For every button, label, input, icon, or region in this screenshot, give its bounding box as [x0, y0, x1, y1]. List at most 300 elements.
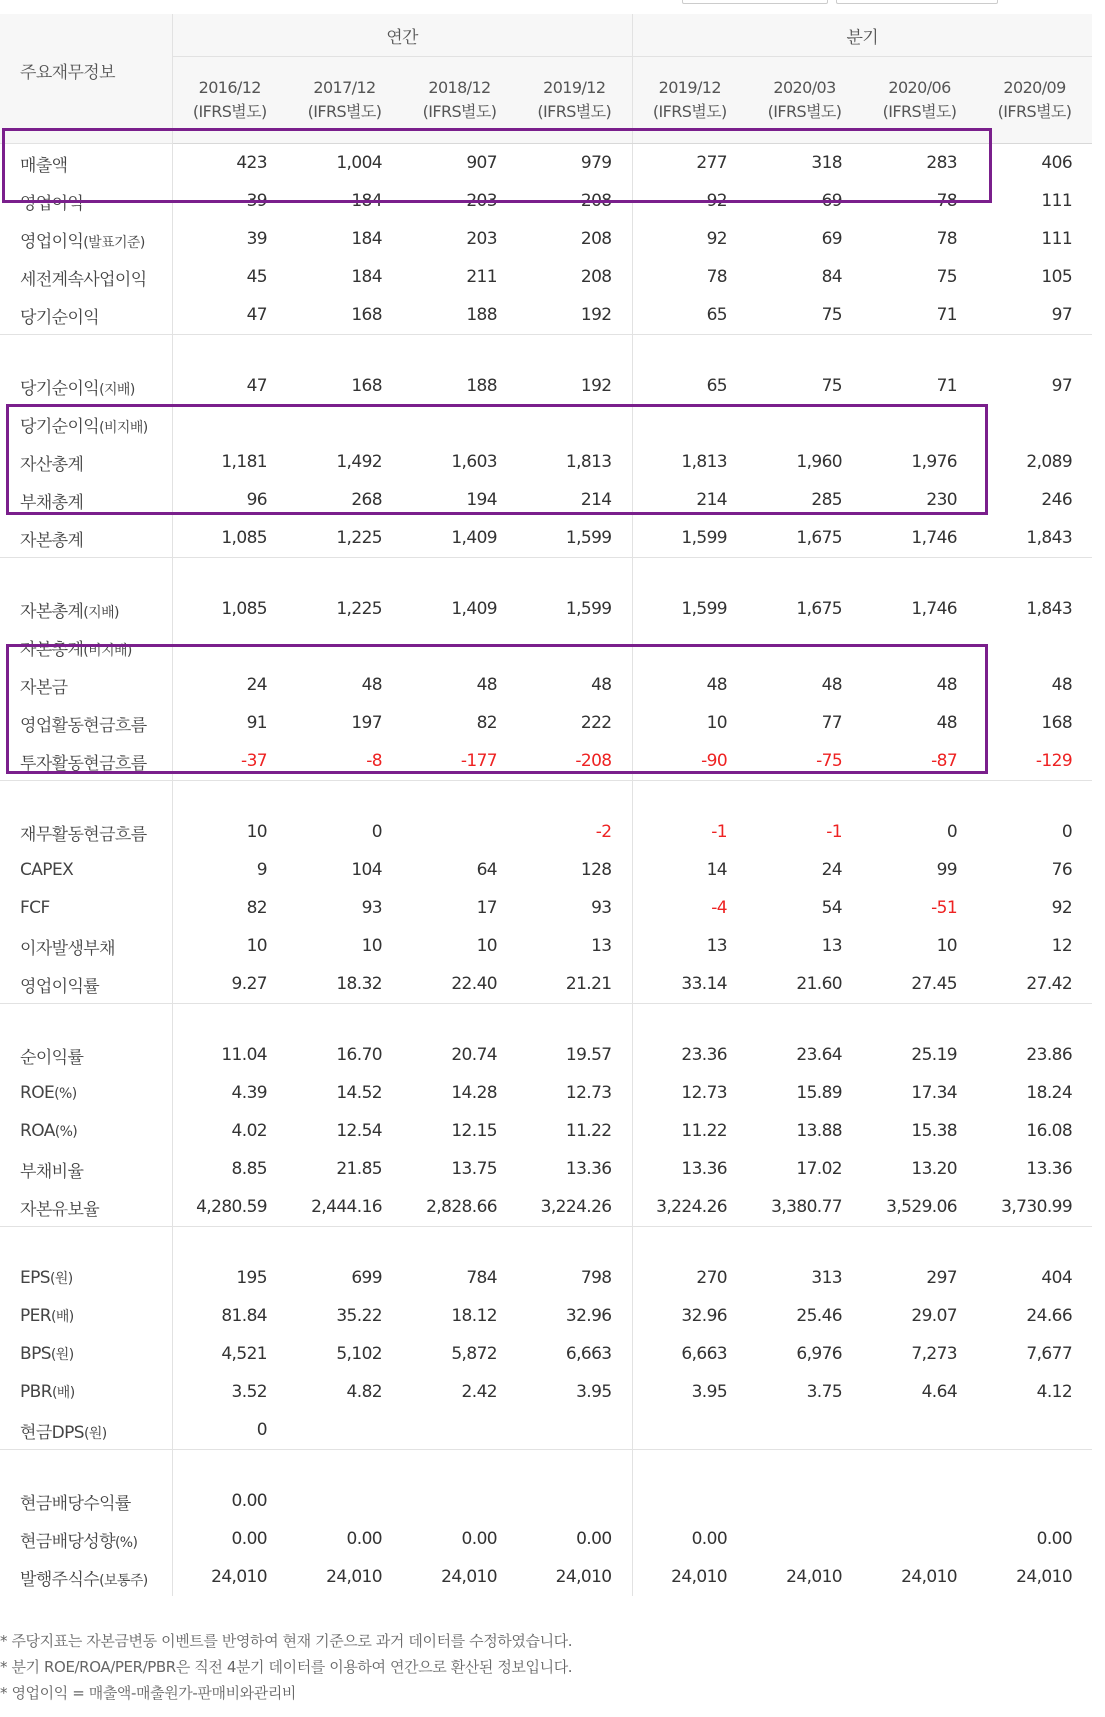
value-cell: 18.12	[451, 1306, 497, 1326]
table-row	[0, 182, 1092, 220]
value-cell	[747, 1520, 862, 1558]
row-spacer	[0, 1004, 1092, 1037]
value-cell: 1,746	[911, 599, 958, 619]
value-cell: 11.22	[517, 1112, 632, 1150]
value-cell: 19.57	[517, 1036, 632, 1074]
value-cell	[632, 1482, 747, 1520]
value-cell	[402, 1411, 517, 1450]
row-label-text: 현금배당수익률	[20, 1493, 131, 1514]
value-cell: 4,521	[221, 1344, 267, 1364]
value-cell: 24,010	[211, 1567, 267, 1587]
value-cell: 96	[246, 490, 267, 510]
value-cell: 48	[936, 675, 958, 695]
value-cell: 283	[926, 153, 958, 173]
value-cell: 3.75	[806, 1382, 843, 1402]
row-label	[0, 666, 172, 704]
value-cell: 1,960	[796, 452, 843, 472]
value-cell: 23.86	[1026, 1045, 1073, 1065]
value-cell: 18.24	[1026, 1083, 1073, 1103]
value-cell	[862, 1411, 977, 1450]
row-label	[0, 704, 172, 742]
value-cell: 9.27	[231, 974, 267, 994]
table-row	[0, 1188, 1092, 1227]
value-cell: 318	[811, 153, 843, 173]
row-label-qualifier: (원)	[83, 1425, 107, 1442]
row-label	[0, 405, 172, 443]
row-label	[0, 1259, 172, 1297]
value-cell: -1	[711, 822, 728, 842]
value-cell: 27.42	[1026, 974, 1073, 994]
value-cell: 25.19	[911, 1045, 958, 1065]
row-label-qualifier: (%)	[114, 1534, 138, 1551]
value-cell: 203	[466, 191, 497, 211]
value-cell: -51	[931, 898, 958, 918]
value-cell: 9	[256, 860, 267, 880]
value-cell: 48	[1051, 675, 1073, 695]
row-spacer	[0, 558, 1092, 591]
value-cell: 1,599	[681, 599, 728, 619]
row-label	[0, 1520, 172, 1558]
value-cell: 48	[517, 666, 632, 704]
footnotes	[0, 1628, 1092, 1706]
value-cell: 14.28	[451, 1083, 497, 1103]
value-cell: 15.89	[796, 1083, 843, 1103]
value-cell: 14.52	[336, 1083, 382, 1103]
label-column-header: 주요재무정보	[0, 14, 172, 144]
value-cell: 17.34	[911, 1083, 958, 1103]
value-cell: 24,010	[901, 1567, 958, 1587]
value-cell: -90	[701, 751, 728, 771]
value-cell: 24,010	[786, 1567, 843, 1587]
value-cell	[517, 628, 632, 666]
row-label-text: 현금DPS	[20, 1422, 84, 1443]
row-label-qualifier: (원)	[50, 1347, 74, 1363]
value-cell: 184	[351, 267, 382, 287]
value-cell: 92	[706, 191, 728, 211]
value-cell: 699	[351, 1268, 382, 1288]
footnote: * 주당지표는 자본금변동 이벤트를 반영하여 현재 기준으로 과거 데이터를 수정하였습니다.	[0, 1632, 573, 1650]
table-row	[0, 220, 1092, 258]
period-header	[632, 57, 747, 144]
value-cell: 270	[696, 1268, 728, 1288]
value-cell: 3.95	[517, 1373, 632, 1411]
value-cell: 64	[476, 860, 497, 880]
row-label-text: 자산총계	[20, 454, 84, 475]
value-cell: 211	[466, 267, 497, 287]
value-cell	[862, 405, 977, 443]
row-label-text: ROE	[20, 1083, 55, 1103]
value-cell: 5,872	[451, 1344, 497, 1364]
value-cell: 1,675	[796, 599, 843, 619]
value-cell: 1,599	[517, 590, 632, 628]
period-date: 2017/12	[313, 78, 376, 97]
row-spacer	[0, 1227, 1092, 1260]
value-cell: 208	[517, 182, 632, 220]
value-cell: -2	[517, 813, 632, 851]
value-cell: 214	[517, 481, 632, 519]
value-cell: 3.52	[231, 1382, 267, 1402]
value-cell	[632, 628, 747, 666]
row-label	[0, 889, 172, 927]
value-cell	[517, 405, 632, 443]
value-cell: 3,529.06	[886, 1197, 958, 1217]
value-cell: 24,010	[671, 1567, 728, 1587]
row-label	[0, 1558, 172, 1596]
value-cell: 0.00	[691, 1529, 728, 1549]
value-cell: 78	[936, 229, 958, 249]
value-cell: 188	[466, 376, 497, 396]
value-cell: -75	[816, 751, 843, 771]
value-cell: 6,976	[796, 1344, 843, 1364]
footnote: * 영업이익 = 매출액-매출원가-판매비와관리비	[0, 1684, 297, 1702]
period-basis: (IFRS별도)	[537, 102, 612, 121]
row-label	[0, 144, 172, 183]
value-cell: 195	[236, 1268, 267, 1288]
row-label	[0, 851, 172, 889]
value-cell: -8	[366, 751, 382, 771]
period-header	[402, 57, 517, 144]
value-cell: 84	[821, 267, 843, 287]
value-cell: 24,010	[441, 1567, 497, 1587]
value-cell: 2,828.66	[426, 1197, 497, 1217]
value-cell: 184	[351, 229, 382, 249]
value-cell: 93	[517, 889, 632, 927]
value-cell: 0.00	[517, 1520, 632, 1558]
value-cell: 1,409	[451, 599, 497, 619]
value-cell: 39	[246, 229, 267, 249]
value-cell: 3,224.26	[517, 1188, 632, 1227]
financial-summary-table	[0, 14, 1092, 1596]
value-cell: 7,677	[1026, 1344, 1073, 1364]
row-label-text: PBR	[20, 1382, 52, 1402]
row-label	[0, 1411, 172, 1450]
value-cell: 24,010	[326, 1567, 382, 1587]
value-cell: 13	[706, 936, 728, 956]
row-label-text: PER	[20, 1306, 52, 1326]
period-header	[172, 57, 287, 144]
value-cell	[517, 1411, 632, 1450]
value-cell: 0.00	[1036, 1529, 1073, 1549]
value-cell: 91	[246, 713, 267, 733]
table-row	[0, 405, 1092, 443]
value-cell: -37	[241, 751, 267, 771]
row-label	[0, 590, 172, 628]
row-label-text: ROA	[20, 1121, 55, 1141]
table-row	[0, 666, 1092, 704]
value-cell: -129	[1035, 751, 1073, 771]
period-date: 2016/12	[198, 78, 261, 97]
value-cell: 33.14	[681, 974, 728, 994]
value-cell: 15.38	[911, 1121, 958, 1141]
row-label-qualifier: (비지배)	[83, 642, 132, 659]
table-row	[0, 443, 1092, 481]
value-cell: 78	[936, 191, 958, 211]
period-basis: (IFRS별도)	[997, 102, 1072, 121]
value-cell: 1,843	[1026, 528, 1073, 548]
row-label-text: 순이익률	[20, 1047, 84, 1068]
row-label-text: CAPEX	[20, 860, 74, 880]
value-cell	[287, 1411, 402, 1450]
value-cell: 404	[1041, 1268, 1073, 1288]
value-cell	[402, 628, 517, 666]
value-cell: 65	[706, 305, 728, 325]
value-cell	[747, 405, 862, 443]
value-cell: 24,010	[1016, 1567, 1073, 1587]
row-label-qualifier: (보통주)	[99, 1572, 148, 1589]
view-toggle-control[interactable]	[682, 0, 828, 4]
value-cell: 48	[706, 675, 728, 695]
value-cell: 168	[1041, 713, 1073, 733]
value-cell: 1,746	[911, 528, 958, 548]
value-cell: 0	[371, 822, 382, 842]
value-cell: 21.85	[336, 1159, 382, 1179]
value-cell: 29.07	[911, 1306, 958, 1326]
row-label	[0, 1297, 172, 1335]
value-cell: 1,603	[451, 452, 497, 472]
value-cell: 93	[361, 898, 382, 918]
value-cell: -208	[517, 742, 632, 781]
period-basis: (IFRS별도)	[192, 102, 267, 121]
row-label-text: 자본총계	[20, 601, 84, 622]
value-cell: 3,380.77	[771, 1197, 843, 1217]
value-cell: 4.12	[1036, 1382, 1073, 1402]
value-cell: 192	[517, 367, 632, 405]
value-cell: 13.20	[911, 1159, 958, 1179]
value-cell: 105	[1041, 267, 1073, 287]
value-cell	[747, 1411, 862, 1450]
value-cell: 75	[821, 305, 843, 325]
value-cell: 10	[361, 936, 382, 956]
row-label-text: 세전계속사업이익	[20, 269, 147, 290]
value-cell	[632, 405, 747, 443]
value-cell: 81.84	[221, 1306, 267, 1326]
value-cell: 12.15	[451, 1121, 497, 1141]
row-label-qualifier: (원)	[49, 1271, 73, 1287]
value-cell: 111	[1041, 229, 1073, 249]
value-cell: 0	[1061, 822, 1073, 842]
row-label-text: FCF	[20, 898, 50, 918]
table-row	[0, 1074, 1092, 1112]
table-row	[0, 742, 1092, 781]
value-cell	[977, 1482, 1092, 1520]
value-cell: 1,225	[336, 528, 382, 548]
row-label-text: 당기순이익	[20, 416, 100, 437]
value-cell: 92	[1051, 898, 1073, 918]
value-cell: 76	[1051, 860, 1073, 880]
value-cell: 13.36	[1026, 1159, 1073, 1179]
value-cell: 54	[821, 898, 843, 918]
value-cell	[287, 1482, 402, 1520]
value-cell: 4,280.59	[196, 1197, 267, 1217]
value-cell: 194	[466, 490, 497, 510]
value-cell: 188	[466, 305, 497, 325]
value-cell: 27.45	[911, 974, 958, 994]
value-cell: -177	[460, 751, 497, 771]
table-row	[0, 1520, 1092, 1558]
table-row	[0, 1558, 1092, 1596]
value-cell	[632, 1411, 747, 1450]
row-label-text: 자본총계	[20, 639, 84, 660]
period-header	[517, 57, 632, 144]
value-cell: 313	[811, 1268, 843, 1288]
value-cell	[747, 628, 862, 666]
period-date: 2019/12	[543, 78, 606, 97]
value-cell: 222	[517, 704, 632, 742]
value-cell: 1,492	[336, 452, 382, 472]
value-cell: 45	[246, 267, 267, 287]
value-cell: 75	[936, 267, 958, 287]
value-cell: 32.96	[517, 1297, 632, 1335]
value-cell: 11.04	[221, 1045, 267, 1065]
value-cell	[402, 813, 517, 851]
row-label-qualifier: (지배)	[99, 381, 135, 398]
table-row	[0, 1150, 1092, 1188]
row-label	[0, 1074, 172, 1112]
value-cell: 907	[466, 153, 497, 173]
value-cell: 0.00	[346, 1529, 382, 1549]
row-label-text: 영업이익	[20, 193, 84, 214]
table-row	[0, 258, 1092, 296]
value-cell: 214	[696, 490, 728, 510]
row-label	[0, 1335, 172, 1373]
value-cell: 18.32	[336, 974, 382, 994]
value-cell: 5,102	[336, 1344, 382, 1364]
value-cell	[517, 1482, 632, 1520]
value-cell: 17.02	[796, 1159, 843, 1179]
value-cell: 47	[246, 305, 267, 325]
table-row	[0, 851, 1092, 889]
value-cell: 1,843	[1026, 599, 1073, 619]
value-cell: 4.39	[231, 1083, 267, 1103]
row-label	[0, 927, 172, 965]
value-cell: 13.36	[681, 1159, 728, 1179]
value-cell	[402, 405, 517, 443]
value-cell: 10	[246, 822, 267, 842]
value-cell	[402, 1482, 517, 1520]
value-cell	[977, 628, 1092, 666]
value-cell: 10	[476, 936, 497, 956]
value-cell: 13	[821, 936, 843, 956]
row-label	[0, 965, 172, 1004]
row-label-text: 당기순이익	[20, 307, 100, 328]
value-cell: 208	[517, 258, 632, 296]
unit-select-control[interactable]	[836, 0, 998, 4]
group-header-quarterly: 분기	[632, 14, 1092, 57]
value-cell	[977, 405, 1092, 443]
row-label-text: 자본금	[20, 677, 68, 698]
row-label-text: 부채비율	[20, 1161, 84, 1182]
value-cell: 48	[476, 675, 497, 695]
table-row	[0, 1297, 1092, 1335]
row-label	[0, 182, 172, 220]
value-cell	[977, 1411, 1092, 1450]
period-basis: (IFRS별도)	[307, 102, 382, 121]
value-cell: 2,444.16	[311, 1197, 382, 1217]
value-cell: 35.22	[336, 1306, 382, 1326]
value-cell	[862, 1520, 977, 1558]
value-cell	[287, 405, 402, 443]
value-cell: 0.00	[231, 1491, 267, 1511]
value-cell: 184	[351, 191, 382, 211]
value-cell: 1,675	[796, 528, 843, 548]
row-label-qualifier: (발표기준)	[83, 234, 145, 251]
value-cell: 197	[351, 713, 382, 733]
row-label-text: BPS	[20, 1344, 51, 1364]
row-label-text: 현금배당성향	[20, 1531, 115, 1552]
group-header-annual: 연간	[172, 14, 632, 57]
value-cell: 69	[821, 191, 843, 211]
value-cell: 13.36	[517, 1150, 632, 1188]
value-cell: 297	[926, 1268, 958, 1288]
row-label-qualifier: (배)	[51, 1385, 75, 1401]
value-cell: 24	[246, 675, 267, 695]
period-date: 2019/12	[658, 78, 721, 97]
row-label-text: 부채총계	[20, 492, 84, 513]
value-cell: 1,599	[681, 528, 728, 548]
row-label	[0, 220, 172, 258]
row-label-qualifier: (지배)	[83, 604, 119, 621]
table-row	[0, 1335, 1092, 1373]
value-cell: 208	[517, 220, 632, 258]
value-cell: -1	[826, 822, 843, 842]
value-cell: 14	[706, 860, 728, 880]
value-cell: 7,273	[911, 1344, 958, 1364]
value-cell: 1,085	[221, 599, 267, 619]
row-label	[0, 813, 172, 851]
row-label	[0, 1112, 172, 1150]
value-cell: 99	[936, 860, 958, 880]
row-label	[0, 1373, 172, 1411]
table-row	[0, 144, 1092, 183]
value-cell: 406	[1041, 153, 1073, 173]
value-cell: 23.36	[681, 1045, 728, 1065]
table-row	[0, 1259, 1092, 1297]
value-cell: 69	[821, 229, 843, 249]
value-cell: 128	[517, 851, 632, 889]
value-cell: 13	[517, 927, 632, 965]
value-cell: 24	[821, 860, 843, 880]
value-cell: 104	[351, 860, 382, 880]
row-label-qualifier: (비지배)	[99, 419, 148, 436]
value-cell: 65	[706, 376, 728, 396]
value-cell: 268	[351, 490, 382, 510]
row-label-qualifier: (%)	[54, 1124, 78, 1140]
row-label	[0, 367, 172, 405]
value-cell: 21.60	[796, 974, 843, 994]
value-cell: 979	[517, 144, 632, 183]
value-cell: 230	[926, 490, 958, 510]
value-cell: 82	[476, 713, 497, 733]
row-label	[0, 1150, 172, 1188]
value-cell	[862, 1482, 977, 1520]
table-row	[0, 590, 1092, 628]
row-label-text: 투자활동현금흐름	[20, 753, 147, 774]
row-label	[0, 1036, 172, 1074]
value-cell: 1,085	[221, 528, 267, 548]
table-row	[0, 1411, 1092, 1450]
period-header	[747, 57, 862, 144]
value-cell: 11.22	[681, 1121, 728, 1141]
row-label-text: 자본총계	[20, 530, 84, 551]
value-cell: 3,730.99	[1001, 1197, 1073, 1217]
value-cell: 12.73	[517, 1074, 632, 1112]
value-cell: 0.00	[231, 1529, 267, 1549]
value-cell: 77	[821, 713, 843, 733]
table-row	[0, 628, 1092, 666]
value-cell: 24,010	[517, 1558, 632, 1596]
row-label-qualifier: (배)	[51, 1309, 74, 1325]
value-cell: 285	[811, 490, 843, 510]
